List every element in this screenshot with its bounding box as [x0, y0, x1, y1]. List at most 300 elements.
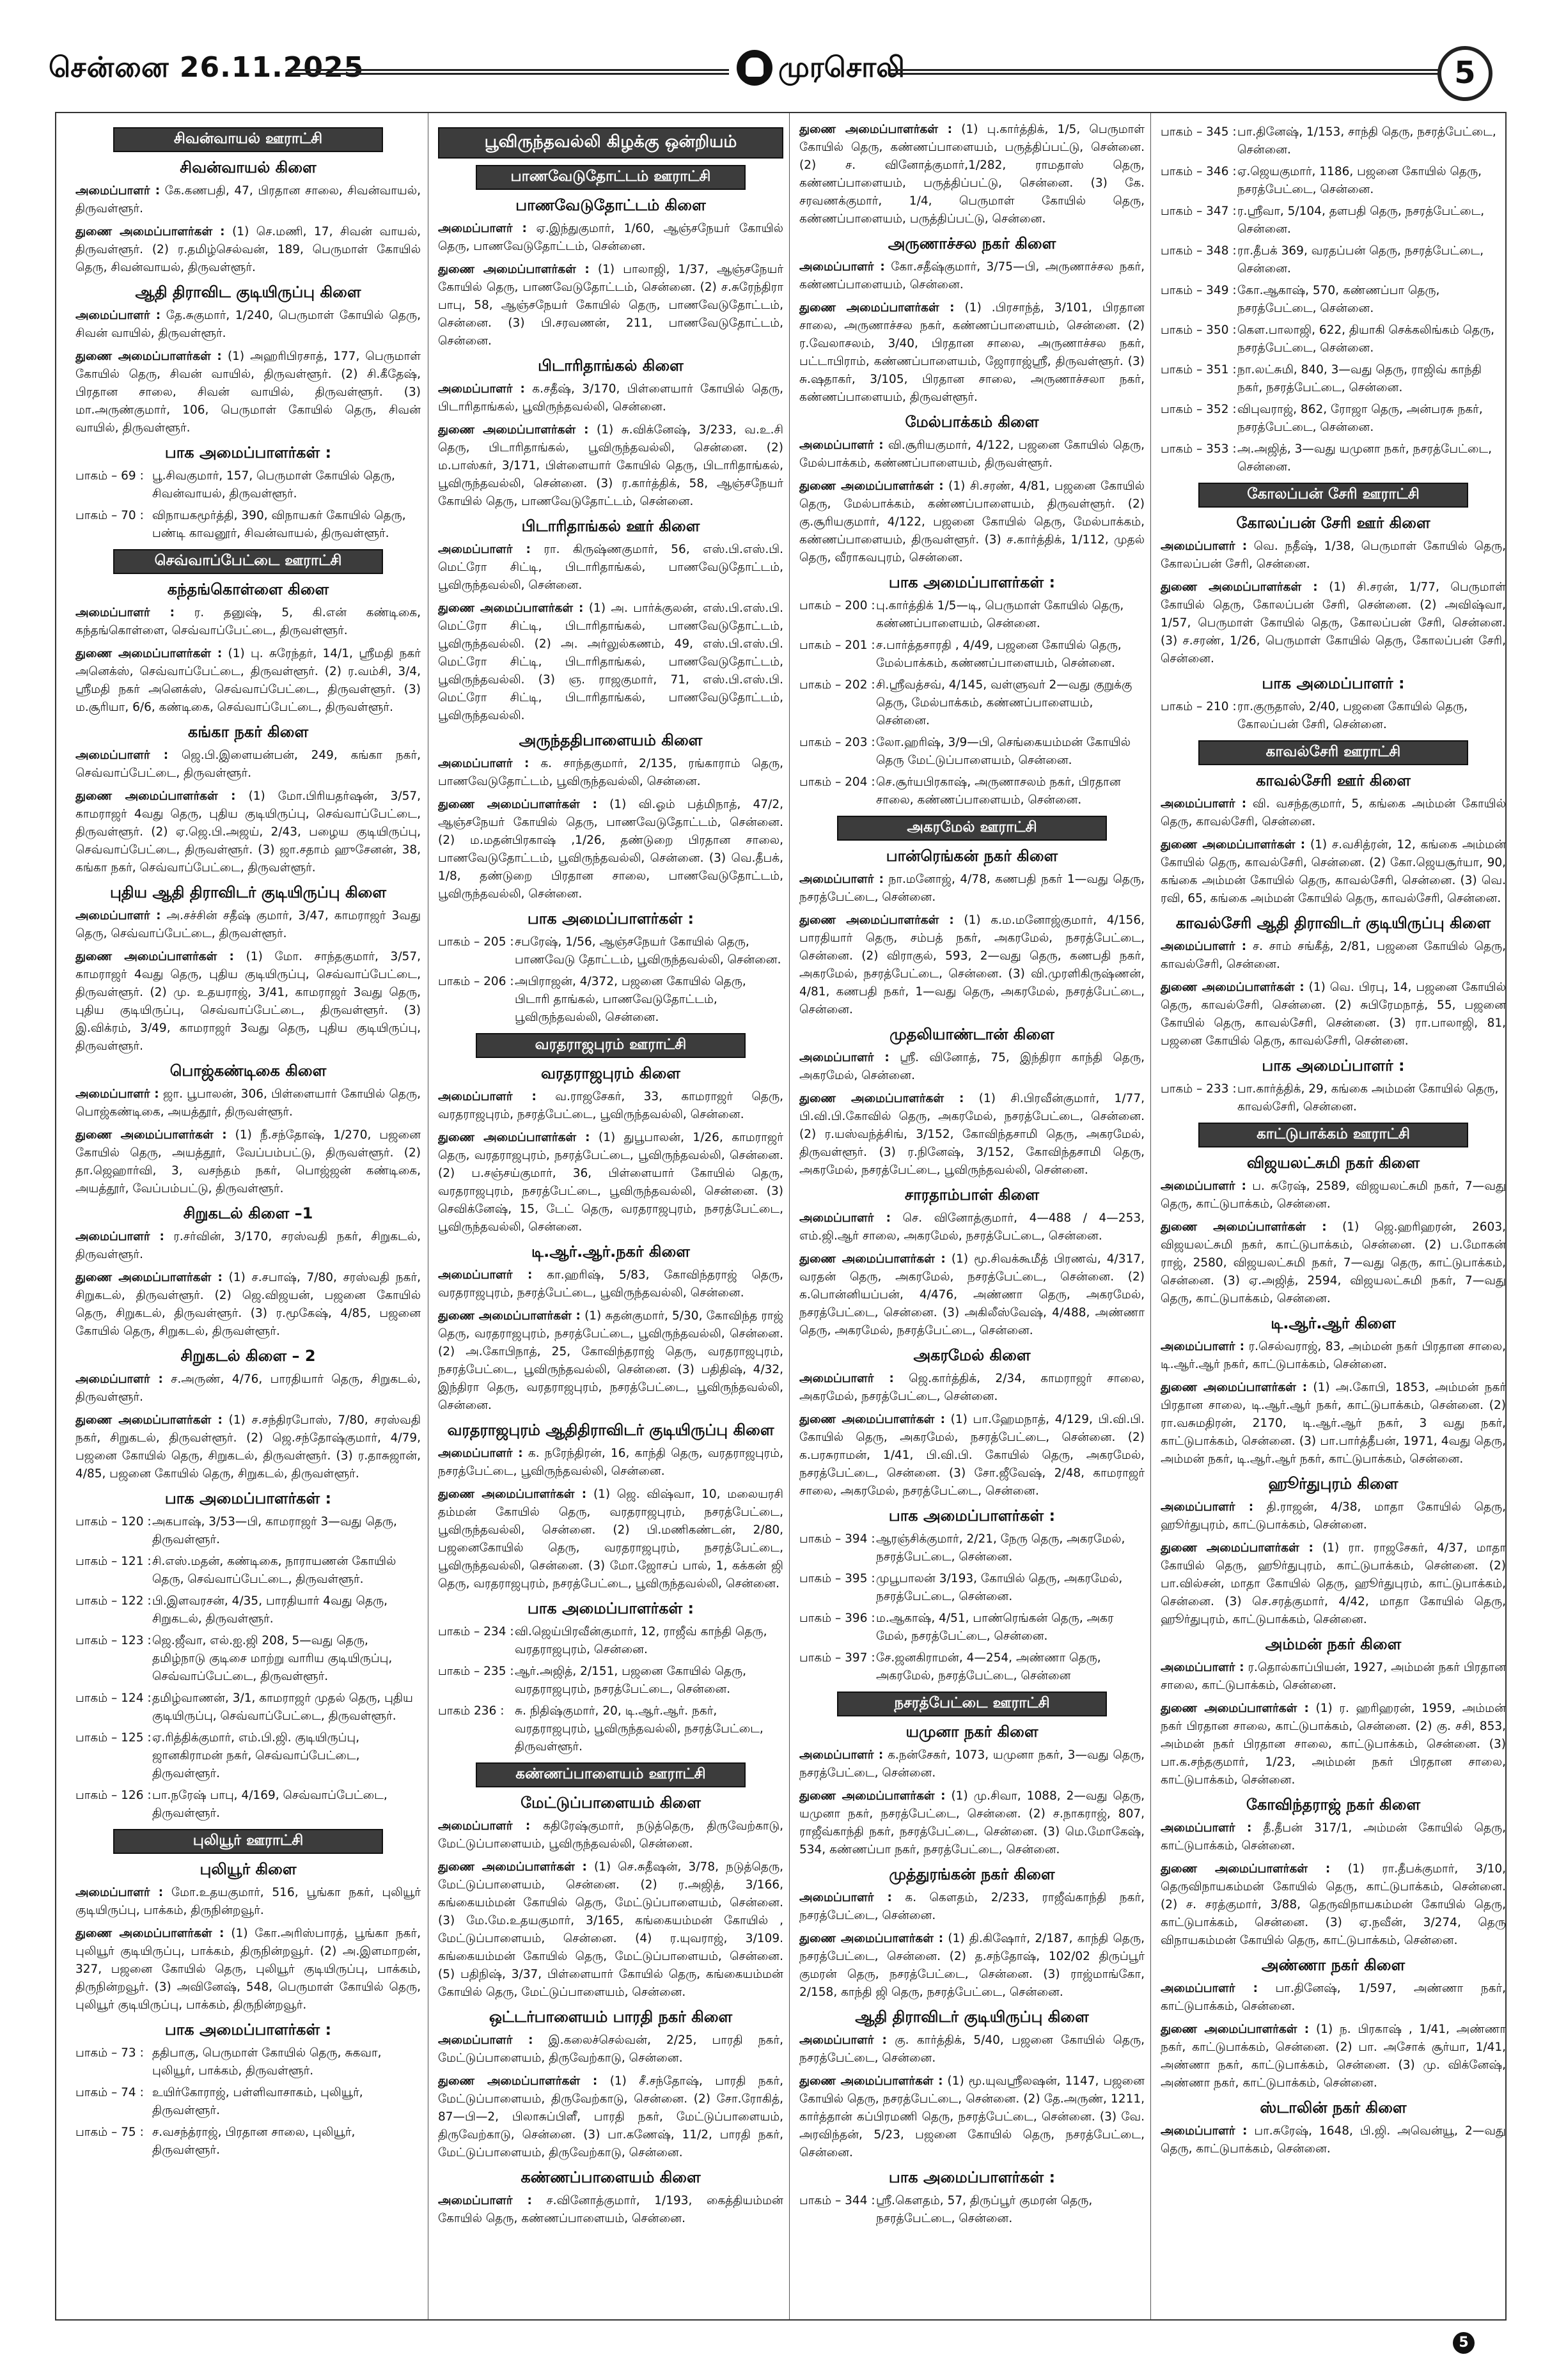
entry-text: ஏ.இந்துகுமார், 1/60, ஆஞ்சநேயர் கோயில் தெரு, பாணவேடுதோட்டம், சென்னை. — [438, 222, 783, 253]
entry — [1161, 538, 1506, 573]
booth-row — [1161, 361, 1506, 397]
entry-label: அமைப்பாளர் : — [75, 1886, 164, 1899]
booth-number: பாகம் – 345 : — [1161, 125, 1237, 139]
entry-text: ர.செல்வராஜ், 83, அம்மன் நகர் பிரதான சாலை, டி.ஆர்.ஆர் நகர், காட்டுபாக்கம், சென்னை. — [1161, 1340, 1506, 1371]
booth-number: பாகம் – 350 : — [1161, 323, 1237, 337]
booth-list — [799, 1530, 1145, 1685]
union-title: பூவிருந்தவல்லி கிழக்கு ஒன்றியம் — [438, 127, 783, 159]
column-divider — [789, 113, 790, 2319]
booth-row — [75, 1632, 421, 1686]
entry-text: தீ.தீபன் 317/1, அம்மன் கோயில் தெரு, காட்டுபாக்கம், சென்னை. — [1161, 1821, 1506, 1853]
booth-row — [1161, 123, 1506, 159]
branch-title: சிறுகடல் கிளை –1 — [183, 1204, 313, 1222]
branch-list — [438, 1064, 783, 1593]
section-heading: பாக அமைப்பாளர் : — [1262, 674, 1405, 692]
booth-row — [438, 1702, 783, 1756]
entry-text: க. நரேந்திரன், 16, காந்தி தெரு, வரதராஜபுரம், நசரத்பேட்டை, பூவிருந்தவல்லி, சென்னை. — [438, 1447, 783, 1478]
booth-number: பாகம் – 235 : — [438, 1665, 514, 1678]
newspaper-logo-icon — [737, 50, 772, 86]
branch-title: பான்ரெங்கன் நகர் கிளை — [886, 847, 1058, 865]
booth-organizer: ததிபாகு, பெருமாள் கோயில் தெரு, சுகவா, புலியூர், பாக்கம், திருவள்ளூர். — [152, 2046, 382, 2078]
entry-label: அமைப்பாளர் : — [1161, 940, 1247, 953]
booth-organizer: ஏ.ரித்திக்குமார், எம்.பி.ஜி. குடியிருப்பு, ஜானகிராமன் நகர், செவ்வாப்பேட்டை, திருவள்ளூர். — [152, 1731, 360, 1780]
entry — [75, 788, 421, 877]
booth-organizer: உயிர்கோராஜ், பள்ளிவாசாகம், புலியூர், திருவள்ளூர். — [152, 2086, 363, 2117]
branch-title: சிறுகடல் கிளை – 2 — [180, 1347, 316, 1365]
page-number-badge: 5 — [1437, 46, 1492, 101]
booth-number: பாகம் – 73 : — [75, 2046, 144, 2060]
section-heading: பாக அமைப்பாளர்கள் : — [888, 573, 1056, 591]
booth-row — [75, 1729, 421, 1783]
branch-title: ஆதி திராவிட குடியிருப்பு கிளை — [135, 283, 361, 301]
booth-organizer: சபரேஷ், 1/56, ஆஞ்சநேயர் கோயில் தெரு, பாணவேடு தோட்டம், பூவிருந்தவல்லி, சென்னை. — [515, 935, 781, 967]
entry-label: அமைப்பாளர் : — [438, 1819, 531, 1833]
entry-text: நா.மனோஜ், 4/78, கணபதி நகர் 1—வது தெரு, நசரத்பேட்டை, சென்னை. — [799, 873, 1145, 904]
entry-label: அமைப்பாளர் : — [438, 1447, 523, 1460]
column-4 — [1161, 121, 1506, 2163]
booth-row — [75, 1787, 421, 1823]
entry — [799, 1370, 1145, 1406]
entry-text: கே.கணபதி, 47, பிரதான சாலை, சிவன்வாயல், திருவள்ளூர். — [75, 184, 421, 215]
entry — [438, 755, 783, 791]
booth-organizer: பு.கார்த்திக் 1/5—டி, பெருமாள் கோயில் தெரு, கண்ணப்பாளையம், சென்னை. — [876, 599, 1124, 630]
booth-list — [438, 1623, 783, 1756]
entry — [799, 437, 1145, 472]
entry-text: (1) ஜெ.ஹரிஹரன், 2603, விஜயலட்சுமி நகர், காட்டுபாக்கம், சென்னை. (2) ப.மோகன் ராஜ், 2580, விஜயலட்சுமி நகர், 7—வது தெரு, காட்டுபாக்கம், சென்னை. (3) ஏ.அஜித், 2594, விஜயலட்சுமி நகர், 7—வது தெரு, காட்டுபாக்கம், சென்னை. — [1161, 1220, 1506, 1305]
entry-label: துணை அமைப்பாளர்கள் : — [438, 1860, 587, 1874]
entry-label: துணை அமைப்பாளர்கள் : — [799, 1252, 946, 1266]
panchayat-title: செவ்வாப்பேட்டை ஊராட்சி — [113, 549, 382, 574]
entry-text: ச.வினோத்குமார், 1/193, கைத்தியம்மன் கோயில் தெரு, கண்ணப்பாளையம், சென்னை. — [438, 2194, 783, 2225]
branch-list — [799, 847, 1145, 1500]
branch-title: அருணாச்சல நகர் கிளை — [888, 235, 1056, 253]
booth-list — [799, 2192, 1145, 2228]
booth-organizer: விபுவராஜ், 862, ரோஜா தெரு, அன்பரசு நகர், நசரத்பேட்டை, சென்னை. — [1237, 403, 1483, 434]
booth-row — [75, 1592, 421, 1628]
entry — [1161, 579, 1506, 668]
entry-label: துணை அமைப்பாளர்கள் : — [75, 225, 225, 238]
branch-title: டி.ஆர்.ஆர்.நகர் கிளை — [531, 1243, 690, 1261]
entry — [75, 604, 421, 640]
booth-row — [799, 774, 1145, 809]
booth-row — [799, 2192, 1145, 2228]
entry-text: கதிரேஷ்குமார், நடுத்தெரு, திருவேற்காடு, மேட்டுப்பாளையம், பூவிருந்தவல்லி, சென்னை. — [438, 1819, 783, 1851]
section-heading: பாக அமைப்பாளர்கள் : — [888, 2168, 1056, 2186]
entry-label: அமைப்பாளர் : — [799, 2034, 887, 2047]
entry — [799, 1250, 1145, 1340]
booth-organizer: ம.ஆகாஷ், 4/51, பாண்ரெங்கன் தெரு, அகர மேல், நசரத்பேட்டை, சென்னை. — [876, 1612, 1114, 1643]
entry-text: (1) அஹரிபிரசாத், 177, பெருமாள் கோயில் தெரு, சிவன் வாயில், திருவள்ளூர். (2) சி.கீதேஷ், பிரதான சாலை, சிவன் வாயில், திருவள்ளூர். (3) மா.அருண்குமார், 106, பெருமாள் கோயில் தெரு, சிவன் வாயில், திருவள்ளூர். — [75, 350, 421, 435]
entry — [1161, 1539, 1506, 1629]
booth-organizer: வி.ஜெய்பிரவீன்குமார், 12, ராஜீவ் காந்தி தெரு, வரதராஜபுரம், சென்னை. — [515, 1625, 767, 1656]
section-heading: பாக அமைப்பாளர்கள் : — [164, 1489, 332, 1507]
booth-number: பாகம் 236 : — [438, 1704, 505, 1718]
booth-organizer: ர.ஸ்ரீவா, 5/104, தளபதி தெரு, நசரத்பேட்டை, சென்னை. — [1237, 205, 1485, 236]
booth-number: பாகம் – 206 : — [438, 975, 514, 988]
booth-organizer: செ.சூர்யபிரகாஷ், அருணாசலம் நகர், பிரதான சாலை, கண்ணப்பாளையம், சென்னை. — [876, 775, 1121, 807]
entry-label: அமைப்பாளர் : — [75, 909, 161, 922]
entry-label: துணை அமைப்பாளர்கள் : — [799, 914, 954, 927]
booth-row — [75, 507, 421, 543]
entry-label: அமைப்பாளர் : — [75, 1230, 164, 1243]
booth-row — [438, 933, 783, 969]
entry — [1161, 795, 1506, 831]
entry-text: செ. வினோத்குமார், 4—488 / 4—253, எம்.ஜி.ஆர் சாலை, அகரமேல், நசரத்பேட்டை, சென்னை. — [799, 1211, 1145, 1243]
booth-row — [1161, 401, 1506, 437]
branch-title: ஸ்டாலின் நகர் கிளை — [1260, 2099, 1407, 2117]
booth-organizer: சு. நிதிஷ்குமார், 20, டி.ஆர்.ஆர். நகர், வரதராஜபுரம், பூவிருந்தவல்லி, நசரத்பேட்டை, திருவள்ளூர். — [515, 1704, 764, 1754]
booth-list — [75, 1513, 421, 1823]
entry-label: துணை அமைப்பாளர்கள் : — [438, 2074, 598, 2088]
branch-title: கங்கா நகர் கிளை — [187, 723, 309, 741]
panchayat-title: காட்டுபாக்கம் ஊராட்சி — [1198, 1123, 1468, 1147]
booth-organizer: தமிழ்வாணன், 3/1, காமராஜர் முதல் தெரு, புதிய குடியிருப்பு, செவ்வாப்பேட்டை, திருவள்ளூர். — [152, 1692, 413, 1723]
entry-label: துணை அமைப்பாளர்கள் : — [438, 263, 590, 276]
booth-row — [1161, 1080, 1506, 1116]
branch-list — [799, 1723, 1145, 2162]
booth-row — [75, 1553, 421, 1589]
branch-title: முத்துரங்கன் நகர் கிளை — [889, 1865, 1055, 1883]
entry-text: (1) பாலாஜி, 1/37, ஆஞ்சநேயர் கோயில் தெரு, பாணவேடுதோட்டம், சென்னை. (2) ச.சுரேந்திரா பாபு, 58, ஆஞ்சநேயர் கோயில் தெரு, பாணவேடுதோட்டம், சென்னை. (3) பி.சரவணன், 211, பாணவேடுதோட்டம், சென்னை. — [438, 263, 783, 348]
booth-number: பாகம் – 200 : — [799, 599, 875, 612]
branch-title: காவல்சேரி ஆதி திராவிடர் குடியிருப்பு கிளை — [1175, 914, 1491, 932]
booth-organizer: சே.ஜனகிராமன், 4—254, அண்ணா தெரு, அகரமேல், நசரத்பேட்டை, சென்னை — [876, 1651, 1101, 1683]
panchayat-title: கண்ணப்பாளையம் ஊராட்சி — [476, 1762, 745, 1787]
booth-organizer: நா.லட்சுமி, 840, 3—வது தெரு, ராஜிவ் காந்தி நகர், நசரத்பேட்டை, சென்னை. — [1237, 363, 1482, 394]
entry-label: துணை அமைப்பாளர்கள் : — [1161, 1220, 1327, 1234]
branch-list — [799, 235, 1145, 567]
entry-label: அமைப்பாளர் : — [799, 873, 884, 886]
booth-number: பாகம் – 344 : — [799, 2194, 875, 2207]
entry-label: துணை அமைப்பாளர்கள் : — [75, 350, 222, 363]
booth-number: பாகம் – 347 : — [1161, 205, 1237, 218]
entry-text: இ.கலைச்செல்வன், 2/25, பாரதி நகர், மேட்டுப்பாளையம், திருவேற்காடு, சென்னை. — [438, 2034, 783, 2065]
issue-date: சென்னை 26.11.2025 — [49, 51, 364, 84]
entry-text: ஸ்ரீ. வினோத், 75, இந்திரா காந்தி தெரு, அகரமேல், சென்னை. — [799, 1051, 1145, 1082]
entry — [438, 2073, 783, 2162]
booth-number: பாகம் – 203 : — [799, 736, 875, 749]
entry-label: துணை அமைப்பாளர்கள் : — [799, 1789, 946, 1803]
booth-number: பாகம் – 121 : — [75, 1555, 152, 1568]
booth-organizer: ச.வசந்த்ராஜ், பிரதான சாலை, புலியூர், திருவள்ளூர். — [152, 2126, 356, 2157]
entry-label: அமைப்பாளர் : — [438, 222, 527, 235]
entry — [438, 600, 783, 725]
entry-label: அமைப்பாளர் : — [438, 543, 531, 556]
booth-list — [75, 2044, 421, 2159]
branch-title: பிடாரிதாங்கல் ஊர் கிளை — [521, 517, 700, 535]
panchayat-title: பாணவேடுதோட்டம் ஊராட்சி — [476, 165, 745, 190]
entry-text: ஜெ.பி.இளையன்பன், 249, கங்கா நகர், செவ்வாப்பேட்டை, திருவள்ளூர். — [75, 749, 421, 780]
entry-text: (1) ர. ஹரிஹரன், 1959, அம்மன் நகர் பிரதான சாலை, காட்டுபாக்கம், சென்னை. (2) கு. சசி, 853, அம்மன் நகர் பிரதான சாலை, காட்டுபாக்கம், சென்னை. (3) பா.க.சந்தகுமார், 1/23, அம்மன் நகர் பிரதான சாலை, காட்டுபாக்கம், சென்னை. — [1161, 1702, 1506, 1787]
branch-title: கோவிந்தராஜ் நகர் கிளை — [1246, 1796, 1421, 1814]
entry-label: துணை அமைப்பாளர்கள் : — [1161, 1381, 1308, 1394]
booth-row — [1161, 163, 1506, 199]
entry — [75, 1085, 421, 1121]
entry-label: துணை அமைப்பாளர்கள் : — [799, 1413, 945, 1426]
branch-title: புதிய ஆதி திராவிடர் குடியிருப்பு கிளை — [110, 883, 386, 901]
branch-list — [438, 1794, 783, 2228]
entry-text: (1) செ.சுதீஷன், 3/78, நடுத்தெரு, மேட்டுப்பாளையம், சென்னை. (2) ர.அஜித், 3/166, கங்கையம்மன் கோயில் தெரு, மேட்டுப்பாளையம், சென்னை. (3) மே.மே.உதயகுமார், 3/165, கங்கையம்மன் கோயில் , மேட்டுப்பாளையம், சென்னை. (4) ர.யுவராஜ், 3/109. கங்கையம்மன் கோயில் தெரு, மேட்டுப்பாளையம், சென்னை. (5) பதிநிஷ், 3/37, பிள்ளையார் கோயில் தெரு, கங்கையம்மன் கோயில் தெரு, மேட்டுப்பாளையம், சென்னை. — [438, 1860, 783, 1999]
entry-text: (1) செ.மணி, 17, சிவன் வாயல், திருவள்ளூர். (2) ர.தமிழ்செல்வன், 189, பெருமாள் கோயில் தெரு, சிவன்வாயல், திருவள்ளூர். — [75, 225, 421, 274]
entry — [438, 541, 783, 595]
entry — [1161, 1218, 1506, 1308]
booth-number: பாகம் – 126 : — [75, 1789, 152, 1802]
entry — [438, 1817, 783, 1853]
branch-title: கந்தங்கொள்ளை கிளை — [167, 580, 329, 598]
branch-list — [1161, 772, 1506, 1050]
content-frame — [55, 112, 1507, 2321]
entry-text: ர. தனுஷ், 5, கி.என் கண்டிகை, கந்தங்கொள்ளை, செவ்வாப்பேட்டை, திருவள்ளூர். — [75, 606, 421, 637]
branch-list — [1161, 514, 1506, 668]
booth-number: பாகம் – 353 : — [1161, 442, 1237, 456]
branch-title: பொஜ்கண்டிகை கிளை — [169, 1062, 327, 1080]
entry-text: (1) ச.சந்திரபோஸ், 7/80, சரஸ்வதி நகர், சிறுகடல், திருவள்ளூர். (2) ஜெ.சந்தோஷ்குமார், 4/79, பஜனை கோயில் தெரு, சிறுகடல், திருவள்ளூர். (3) ர.தாசுஜான், 4/85, பஜனை கோயில் தெரு, சிறுகடல், திருவள்ளூர். — [75, 1413, 421, 1481]
entry — [75, 307, 421, 343]
entry-text: ஜெ.கார்த்திக், 2/34, காமராஜர் சாலை, அகரமேல், நசரத்பேட்டை, சென்னை. — [799, 1372, 1145, 1403]
entry-label: துணை அமைப்பாளர்கள் : — [438, 1488, 587, 1501]
entry — [75, 182, 421, 218]
entry-text: (1) மூ.சிவக்கூமீத் பிரணவ், 4/317, வரதன் தெரு, அகரமேல், நசரத்பேட்டை, சென்னை. (2) க.பொன்னியப்பன், 4/476, அண்ணா தெரு, அகரமேல், நசரத்பேட்டை, சென்னை. (3) அகிலீஸ்வேஷ், 4/488, அண்ணா தெரு, அகரமேல், நசரத்பேட்டை, சென்னை. — [799, 1252, 1145, 1337]
entry-label: அமைப்பாளர் : — [799, 1748, 884, 1762]
booth-number: பாகம் – 204 : — [799, 775, 875, 789]
entry — [75, 1126, 421, 1198]
entry — [438, 380, 783, 416]
branch-list — [1161, 1154, 1506, 2158]
booth-row — [75, 2044, 421, 2080]
entry — [1161, 836, 1506, 908]
entry-label: அமைப்பாளர் : — [75, 184, 161, 198]
booth-organizer: அபிராஜன், 4/372, பஜனை கோயில் தெரு, பிடாரி தாங்கல், பாணவேடுதோட்டம், பூவிருந்தவல்லி, சென்னை. — [515, 975, 746, 1024]
masthead-rule-right — [890, 69, 1469, 75]
panchayat-title: வரதராஜபுரம் ஊராட்சி — [476, 1033, 745, 1058]
section-heading: பாக அமைப்பாளர்கள் : — [527, 910, 694, 928]
entry-text: ஜா. பூபாலன், 306, பிள்ளையார் கோயில் தெரு, பொஜ்கண்டிகை, அயத்தூர், திருவள்ளூர். — [75, 1087, 421, 1119]
entry-text: ச.அருண், 4/76, பாரதியார் தெரு, சிறுகடல், திருவள்ளூர். — [75, 1373, 421, 1404]
entry-label: துணை அமைப்பாளர்கள் : — [438, 602, 584, 615]
entry — [1161, 1819, 1506, 1855]
entry-label: அமைப்பாளர் : — [799, 439, 884, 452]
booth-number: பாகம் – 125 : — [75, 1731, 152, 1745]
entry-text: ப. சுரேஷ், 2589, விஜயலட்சுமி நகர், 7—வது தெரு, காட்டுபாக்கம், சென்னை. — [1161, 1179, 1506, 1211]
booth-row — [1161, 242, 1506, 278]
entry-label: அமைப்பாளர் : — [75, 309, 161, 322]
masthead-rule-left — [288, 69, 729, 75]
booth-row — [799, 637, 1145, 673]
branch-title: புலியூர் கிளை — [200, 1860, 297, 1878]
booth-row — [799, 1649, 1145, 1685]
booth-number: பாகம் – 70 : — [75, 509, 144, 522]
booth-number: பாகம் – 74 : — [75, 2086, 144, 2099]
entry-label: துணை அமைப்பாளர்கள் : — [799, 301, 955, 315]
entry-text: (1) அ.கோபி, 1853, அம்மன் நகர் பிரதான சாலை, டி.ஆர்.ஆர் நகர், காட்டுபாக்கம், சென்னை. (2) ரா.வசுமதிரன், 2170, டி.ஆர்.ஆர் நகர், 3 வது நகர், காட்டுபாக்கம், சென்னை. (3) பா.பார்த்தீபன், 1971, 4வது தெரு, அம்மன் நகர், டி.ஆர்.ஆர் நகர், காட்டுபாக்கம், சென்னை. — [1161, 1381, 1506, 1466]
column-2 — [438, 121, 783, 2233]
booth-number: பாகம் – 233 : — [1161, 1082, 1237, 1096]
branch-title: அகரமேல் கிளை — [913, 1346, 1031, 1364]
column-1 — [75, 121, 421, 2166]
entry-text: வி.சூரியகுமார், 4/122, பஜனை கோயில் தெரு, மேல்பாக்கம், கண்ணப்பாளையம், திருவள்ளூர். — [799, 439, 1145, 470]
entry — [799, 1889, 1145, 1925]
branch-title: ஒட்டர்பாளையம் பாரதி நகர் கிளை — [489, 2008, 733, 2026]
booth-row — [438, 1623, 783, 1659]
booth-row — [799, 734, 1145, 770]
entry — [799, 2032, 1145, 2067]
booth-row — [75, 1513, 421, 1549]
entry-text: (1) சுதன்குமார், 5/30, கோவிந்த ராஜ் தெரு, வரதராஜபுரம், நசரத்பேட்டை, பூவிருந்தவல்லி, சென்னை. (2) அ.கோபிநாத், 25, கோவிந்தராஜ் தெரு, வரதராஜபுரம், நசரத்பேட்டை, பூவிருந்தவல்லி, சென்னை. (3) பதிதிஷ், 4/32, இந்திரா தெரு, வரதராஜபுரம், நசரத்பேட்டை, பூவிருந்தவல்லி, சென்னை. — [438, 1309, 783, 1412]
entry-label: அமைப்பாளர் : — [799, 1891, 892, 1904]
booth-organizer: பா.கார்த்திக், 29, கங்கை அம்மன் கோயில் தெரு, காவல்சேரி, சென்னை. — [1237, 1082, 1499, 1114]
entry — [799, 1411, 1145, 1500]
booth-number: பாகம் – 234 : — [438, 1625, 514, 1638]
entry-text: பா.தினேஷ், 1/597, அண்ணா நகர், காட்டுபாக்கம், சென்னை. — [1161, 1982, 1506, 2013]
entry-label: அமைப்பாளர் : — [75, 749, 169, 762]
entry-label: அமைப்பாளர் : — [438, 757, 529, 770]
booth-row — [75, 2124, 421, 2159]
entry — [799, 1746, 1145, 1782]
entry-label: துணை அமைப்பாளர்கள் : — [799, 1932, 944, 1945]
entry-text: (1) ரா.தீபக்குமார், 3/10, தெருவிநாயகம்மன் கோயில் தெரு, காட்டுபாக்கம், சென்னை. (2) ச. சரத்குமார், 3/88, தெருவிநாயகம்மன் கோயில் தெரு, காட்டுபாக்கம், சென்னை. (3) ஏ.நவீன், 3/274, தெரு விநாயகம்மன் கோயில் தெரு, காட்டுபாக்கம், சென்னை. — [1161, 1862, 1506, 1947]
booth-number: பாகம் – 397 : — [799, 1651, 875, 1665]
branch-title: முதலியாண்டான் கிளை — [889, 1025, 1054, 1043]
entry-text: க. கௌதம், 2/233, ராஜீவ்காந்தி நகர், நசரத்பேட்டை, சென்னை. — [799, 1891, 1145, 1922]
booth-number: பாகம் – 349 : — [1161, 284, 1237, 297]
footer-page-number: 5 — [1453, 2332, 1475, 2354]
entry-text: (1) துபூபாலன், 1/26, காமராஜர் தெரு, வரதராஜபுரம், நசரத்பேட்டை, பூவிருந்தவல்லி, சென்னை. (2) ப.சஞ்சய்குமார், 36, பிள்ளையார் கோயில் தெரு, வரதராஜபுரம், நசரத்பேட்டை, பூவிருந்தவல்லி, சென்னை. (3) செவிக்னேஷ், 15, டேட் தெரு, வரதராஜபுரம், நசரத்பேட்டை, பூவிருந்தவல்லி, சென்னை. — [438, 1131, 783, 1234]
booth-organizer: ரா.தீபக் 369, வரதப்பன் தெரு, நசரத்பேட்டை, சென்னை. — [1237, 244, 1484, 276]
booth-row — [1161, 440, 1506, 476]
entry — [438, 2032, 783, 2067]
branch-title: கோலப்பன் சேரி ஊர் கிளை — [1236, 514, 1430, 532]
entry — [799, 1049, 1145, 1085]
panchayat-title: கோலப்பன் சேரி ஊராட்சி — [1198, 483, 1468, 508]
panchayat-title: புலியூர் ஊராட்சி — [113, 1829, 382, 1854]
booth-row — [75, 467, 421, 503]
entry-label: துணை அமைப்பாளர்கள் : — [75, 950, 234, 963]
booth-number: பாகம் – 123 : — [75, 1634, 152, 1647]
entry — [799, 1209, 1145, 1245]
booth-organizer: அகபாஷ், 3/53—பி, காமராஜர் 3—வது தெரு, திருவள்ளூர். — [152, 1515, 397, 1546]
entry — [438, 1858, 783, 2002]
entry — [75, 907, 421, 943]
entry-text: (1) சு.விக்னேஷ், 3/233, வ.உ.சி தெரு, பிடாரிதாங்கல், பூவிருந்தவல்லி, சென்னை. (2) ம.பாஸ்கர், 3/171, பிள்ளையார் கோயில் தெரு, பிடாரிதாங்கல், பூவிருந்தவல்லி, சென்னை. (3) ர.கார்த்திக், 58, ஆஞ்சநேயர் கோயில் தெரு, பாணவேடுதோட்டம், சென்னை. — [438, 423, 783, 508]
entry-label: துணை அமைப்பாளர்கள் : — [1161, 2023, 1310, 2036]
entry-text: ர.சர்வின், 3/170, சரஸ்வதி நகர், சிறுகடல், திருவள்ளூர். — [75, 1230, 421, 1261]
column-3 — [799, 121, 1145, 2234]
entry-text: (1) தி.கிஷோர், 2/187, காந்தி தெரு, நசரத்பேட்டை, சென்னை. (2) த.சந்தோஷ், 102/02 திருப்பூர் குமரன் தெரு, நசரத்பேட்டை, சென்னை. (3) ராஜ்மாங்கோ, 2/158, காந்தி ஜி தெரு, நசரத்பேட்டை, சென்னை. — [799, 1932, 1145, 1999]
entry-text: (1) ச.வசித்ரன், 12, கங்கை அம்மன் கோயில் தெரு, காவல்சேரி, சென்னை. (2) கோ.ஜெயசூர்யா, 90, கங்கை அம்மன் கோயில் தெரு, காவல்சேரி, சென்னை. (3) வெ. ரவி, 65, கங்கை அம்மன் கோயில் தெரு, காவல்சேரி, சென்னை. — [1161, 838, 1506, 905]
booth-row — [75, 1690, 421, 1725]
entry-label: அமைப்பாளர் : — [75, 606, 175, 619]
entry — [438, 796, 783, 903]
entry-label: துணை அமைப்பாளர்கள் : — [799, 479, 944, 493]
booth-number: பாகம் – 210 : — [1161, 700, 1237, 713]
newspaper-name: முரசொலி — [778, 51, 905, 84]
entry — [438, 421, 783, 511]
branch-title: ஹூர்துபுரம் கிளை — [1268, 1475, 1398, 1493]
branch-list — [75, 580, 421, 1483]
section-heading: பாக அமைப்பாளர்கள் : — [527, 1599, 694, 1617]
entry-label: துணை அமைப்பாளர்கள் : — [1161, 838, 1306, 852]
entry-text: (1) ந. பிரகாஷ் , 1/41, அண்ணா நகர், காட்டுபாக்கம், சென்னை. (2) பா. அசோக் சூர்யா, 1/41, அண்ணா நகர், காட்டுபாக்கம், சென்னை. (3) மு. விக்னேஷ், அண்ணா நகர், காட்டுபாக்கம், சென்னை. — [1161, 2023, 1506, 2090]
booth-number: பாகம் – 75 : — [75, 2126, 144, 2139]
entry — [75, 1371, 421, 1406]
entry — [799, 478, 1145, 567]
entry — [1161, 938, 1506, 974]
entry — [1161, 1980, 1506, 2016]
booth-number: பாகம் – 396 : — [799, 1612, 875, 1625]
booth-row — [799, 1570, 1145, 1606]
continued-entries — [799, 121, 1145, 228]
entry-label: துணை அமைப்பாளர்கள் : — [438, 1309, 581, 1323]
branch-title: சாரதாம்பாள் கிளை — [904, 1186, 1040, 1204]
entry-text: மோ.உதயகுமார், 516, பூங்கா நகர், புலியூர் குடியிருப்பு, பாக்கம், திருநின்றவூர். — [75, 1886, 421, 1917]
panchayat-title: காவல்சேரி ஊராட்சி — [1198, 740, 1468, 765]
booth-number: பாகம் – 201 : — [799, 639, 875, 652]
branch-title: டி.ஆர்.ஆர் கிளை — [1271, 1314, 1396, 1332]
entry-label: துணை அமைப்பாளர்கள் : — [799, 1092, 964, 1105]
entry-label: அமைப்பாளர் : — [438, 2034, 533, 2047]
branch-title: மேல்பாக்கம் கிளை — [905, 413, 1039, 431]
entry-label: துணை அமைப்பாளர்கள் : — [75, 647, 223, 660]
entry — [75, 348, 421, 437]
entry-text: பா.சுரேஷ், 1648, பி.ஜி. அவென்யூ, 2—வது தெரு, காட்டுபாக்கம், சென்னை. — [1161, 2124, 1506, 2156]
entry — [799, 1090, 1145, 1179]
booth-organizer: ஆர்.அஜித், 2/151, பஜனை கோயில் தெரு, வரதராஜபுரம், நசரத்பேட்டை, சென்னை. — [515, 1665, 747, 1696]
entry-label: அமைப்பாளர் : — [1161, 1179, 1246, 1193]
entry-text: க.நன்சேகர், 1073, யமுனா நகர், 3—வது தெரு, நசரத்பேட்டை, சென்னை. — [799, 1748, 1145, 1780]
booth-organizer: கோ.ஆகாஷ், 570, கண்ணப்பா தெரு, நசரத்பேட்டை, சென்னை. — [1237, 284, 1440, 315]
booth-organizer: சி.ஸ்ரீவத்சவ், 4/145, வள்ளுவர் 2—வது குறுக்கு தெரு, மேல்பாக்கம், கண்ணப்பாளையம், சென்னை. — [876, 678, 1132, 727]
entry-text: (1) சி.பிரவீன்குமார், 1/77, பி.வி.பி.கோவில் தெரு, அகரமேல், நசரத்பேட்டை, சென்னை. (2) ர.யஸ்வந்த்சிங், 3/152, கோவிந்தசாமி தெரு, அகரமேல், திருவள்ளூர். (3) ர.நினேஷ், 3/152, கோவிந்தசாமி தெரு, அகரமேல், நசரத்பேட்டை, பூவிருந்தவல்லி, சென்னை. — [799, 1092, 1145, 1177]
entry — [75, 948, 421, 1055]
branch-title: ஆதி திராவிடர் குடியிருப்பு கிளை — [855, 2008, 1089, 2026]
branch-title: அம்மன் நகர் கிளை — [1265, 1635, 1402, 1653]
booth-list — [1161, 1080, 1506, 1116]
booth-organizer: ஸ்ரீ.கௌதம், 57, திருப்பூர் குமரன் தெரு, நசரத்பேட்டை, சென்னை. — [876, 2194, 1093, 2225]
entry — [1161, 1379, 1506, 1468]
branch-list — [75, 159, 421, 437]
entry-label: அமைப்பாளர் : — [75, 1373, 163, 1386]
entry-label: அமைப்பாளர் : — [1161, 540, 1248, 553]
branch-title: வரதராஜபுரம் ஆதிதிராவிடர் குடியிருப்பு கிளை — [447, 1421, 774, 1439]
entry-text: (1) மோ.பிரியதர்ஷன், 3/57, காமராஜர் 4வது தெரு, புதிய குடியிருப்பு, செவ்வாப்பேட்டை, திருவள்ளூர். (2) ஏ.ஜெ.பி.அஜய், 2/43, பழைய குடியிருப்பு, செவ்வாப்பேட்டை, திருவள்ளூர். (3) ஜா.சதாம் ஹுசேனன், 38, கங்கா நகர், செவ்வாப்பேட்டை, திருவள்ளூர். — [75, 789, 421, 875]
section-heading: பாக அமைப்பாளர்கள் : — [164, 444, 332, 462]
entry-text: (1) சி.சரண், 4/81, பஜனை கோயில் தெரு, மேல்பாக்கம், கண்ணப்பாளையம், திருவள்ளூர். (2) கு.சூரியகுமார், 4/122, பஜனை கோயில் தெரு, மேல்பாக்கம், கண்ணப்பாளையம், திருவள்ளூர். (3) ச.கார்த்திக், 1/112, முதல் தெரு, வீராகவபுரம், சென்னை. — [799, 479, 1145, 564]
entry-label: துணை அமைப்பாளர்கள் : — [1161, 580, 1318, 594]
entry-label: அமைப்பாளர் : — [1161, 797, 1247, 811]
entry-text: (1) மு.சிவா, 1088, 2—வது தெரு, யமுனா நகர், நசரத்பேட்டை, சென்னை. (2) ச.நாகராஜ், 807, ராஜீவ்காந்தி நகர், நசரத்பேட்டை, சென்னை. (3) மெ.மோகேஷ், 534, கண்ணப்பா நகர், நசரத்பேட்டை, சென்னை. — [799, 1789, 1145, 1856]
entry-text: (1) பு.கார்த்திக், 1/5, பெருமாள் கோயில் தெரு, கண்ணப்பாளையம், பருத்திப்பட்டு, சென்னை. (2) ச. வினோத்குமார்,1/282, ராமதாஸ் தெரு, கண்ணப்பாளையம், பருத்திப்பட்டு, சென்னை. (3) கே. சரவணக்குமார், 1/4, பெருமாள் கோயில் தெரு, கண்ணப்பாளையம், பருத்திப்பட்டு, சென்னை. — [799, 123, 1145, 226]
entry-label: அமைப்பாளர் : — [1161, 1821, 1252, 1835]
entry — [75, 747, 421, 782]
entry-text: தே.சுகுமார், 1/240, பெருமாள் கோயில் தெரு, சிவன் வாயில், திருவள்ளூர். — [75, 309, 421, 340]
entry-text: தி.ராஜன், 4/38, மாதா கோயில் தெரு, ஹூர்துபுரம், காட்டுபாக்கம், சென்னை. — [1161, 1500, 1506, 1532]
entry — [75, 1412, 421, 1483]
entry-text: (1) கோ.அரிஸ்பாரத், பூங்கா நகர், புலியூர் குடியிருப்பு, பாக்கம், திருநின்றவூர். (2) அ.இளமாறன், 327, பஜனை கோயில் தெரு, புலியூர் குடியிருப்பு, பாக்கம், திருநின்றவூர். (3) அவினேஷ், 548, பெருமாள் கோயில் தெரு, புலியூர் குடியிருப்பு, பாக்கம், திருநின்றவூர். — [75, 1927, 421, 2012]
booth-number: பாகம் – 205 : — [438, 935, 514, 949]
entry-text: க. சாந்தகுமார், 2/135, ரங்காராம் தெரு, பாணவேடுதோட்டம், பூவிருந்தவல்லி, சென்னை. — [438, 757, 783, 788]
booth-row — [1161, 282, 1506, 318]
booth-row — [438, 973, 783, 1027]
entry-text: க.சதீஷ், 3/170, பிள்ளையார் கோயில் தெரு, பிடாரிதாங்கல், பூவிருந்தவல்லி, சென்னை. — [438, 382, 783, 414]
entry — [1161, 2021, 1506, 2092]
branch-list — [438, 196, 783, 903]
section-heading: பாக அமைப்பாளர்கள் : — [164, 2021, 332, 2039]
branch-title: காவல்சேரி ஊர் கிளை — [1256, 772, 1411, 789]
entry — [438, 1307, 783, 1415]
entry-label: துணை அமைப்பாளர்கள் : — [75, 1927, 224, 1940]
entry-label: துணை அமைப்பாளர்கள் : — [438, 423, 589, 437]
booth-organizer: ஏ.ஜெயகுமார், 1186, பஜனை கோயில் தெரு, நசரத்பேட்டை, சென்னை. — [1237, 165, 1482, 196]
